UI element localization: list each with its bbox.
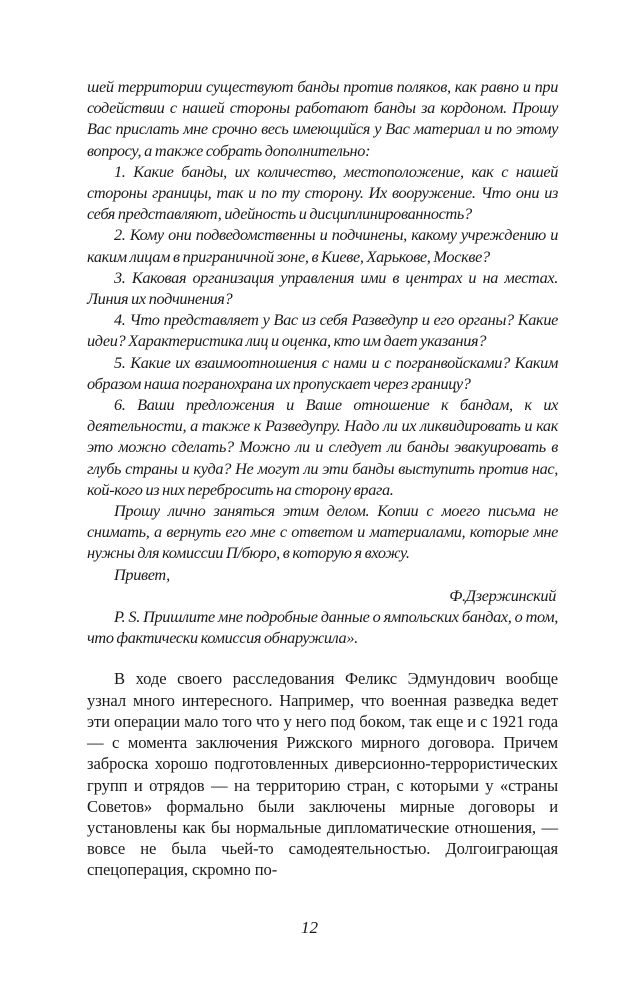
letter-question-5: 5. Какие их взаимоотношения с нами и с погранвойсками? Каким образом наша погранохрана их пропускает через границу? xyxy=(87,352,558,393)
letter-request-paragraph: Прошу лично заняться этим делом. Копии с моего письма не снимать, а вернуть его мне с ответом и материалами, которые мне нужны для комиссии П/бюро, в которую я вхожу. xyxy=(87,501,558,563)
letter-signature: Ф.Дзержинский xyxy=(449,585,556,605)
dzerzhinsky-letter-quote xyxy=(87,76,558,648)
letter-question-4: 4. Что представляет у Вас из себя Разведупр и его органы? Какие идеи? Характеристика лиц и оценка, кто им дает указания? xyxy=(87,310,558,351)
narrative-text xyxy=(87,668,558,880)
letter-greeting: Привет, xyxy=(114,564,170,584)
letter-opening-paragraph: шей территории существуют банды против поляков, как равно и при содействии с нашей стороны работают банды за кордоном. Прошу Вас прислать мне срочно весь имеющийся у Вас материал и по этому вопросу, а также собрать дополнительно: xyxy=(87,77,558,160)
page-number: 12 xyxy=(301,918,318,937)
letter-question-2: 2. Кому они подведомственны и подчинены, какому учреждению и каким лицам в приграничной зоне, в Киеве, Харькове, Москве? xyxy=(87,225,558,266)
letter-question-6: 6. Ваши предложения и Ваше отношение к бандам, к их деятельности, а также к Разведупру. Надо ли их ликвидировать и как это можно сделать? Можно ли и следует ли банды эвакуировать в глубь страны и куда? Не могут ли эти банды выступить против нас, кой-кого из них перебросить на сторону врага. xyxy=(87,395,558,499)
page-body xyxy=(87,76,558,881)
narrative-paragraph: В ходе своего расследования Феликс Эдмундович вообще узнал много интересного. Например, что военная разведка ведет эти операции мало того что у него под боком, так еще и с 1921 года — с момента заключения Рижского мирного договора. Причем заброска хорошо подготовленных диверсионно-террористических групп и отрядов — на территорию стран, с которыми у «страны Советов» формально были заключены мирные договоры и установлены как бы нормальные дипломатические отношения, — вовсе не была чьей-то самодеятельностью. Долгоиграющая спецоперация, скромно по- xyxy=(87,669,558,880)
letter-question-3: 3. Каковая организация управления ими в центрах и на местах. Линия их подчинения? xyxy=(87,267,558,309)
letter-postscript: P. S. Пришлите мне подробные данные о ямпольских бандах, о том, что фактически комиссия обнаружила». xyxy=(87,607,558,648)
letter-question-1: 1. Какие банды, их количество, местоположение, как с нашей стороны границы, так и по ту сторону. Их вооружение. Что они из себя представляют, идейность и дисциплинированность? xyxy=(87,161,558,224)
